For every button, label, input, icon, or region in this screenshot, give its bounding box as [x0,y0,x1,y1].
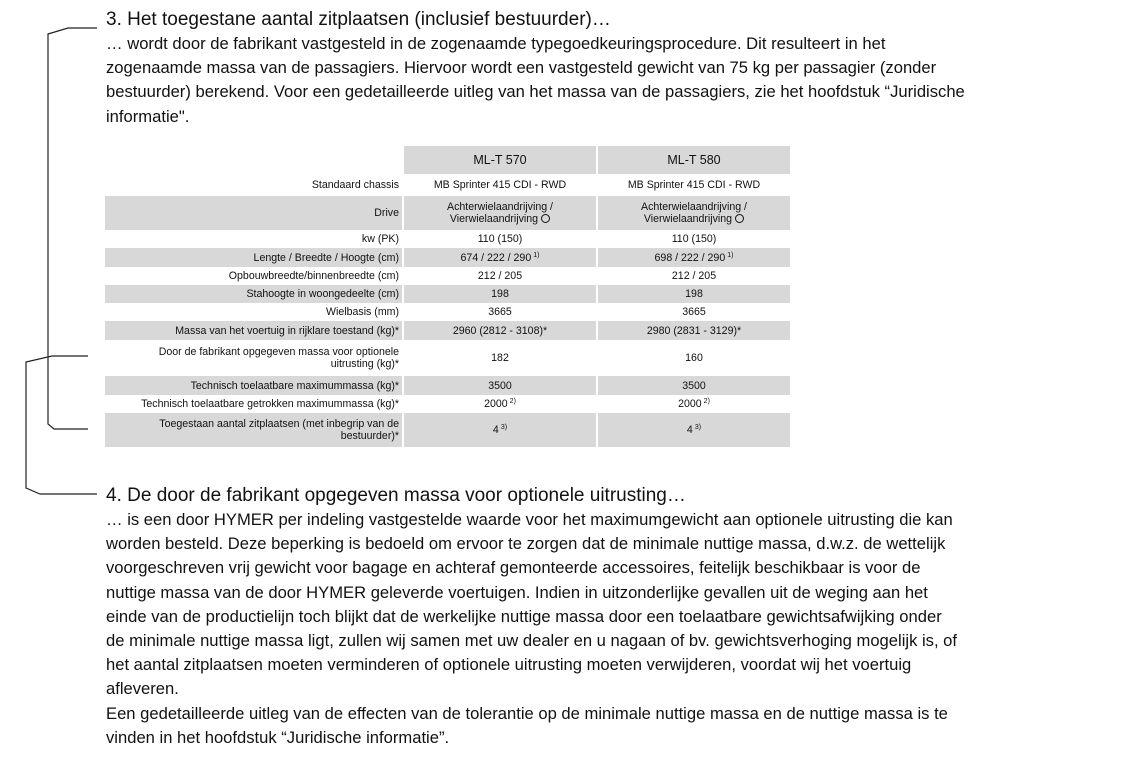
cell-value [598,248,790,267]
cell-value: 2960 (2812 - 3108)* [404,321,596,340]
optional-circle-icon [541,214,550,223]
table-row [105,413,790,447]
cell-value [598,196,790,230]
cell-value [404,248,596,267]
cell-value: MB Sprinter 415 CDI - RWD [627,179,761,191]
text-line: informatie". [106,106,190,126]
footnote-ref: 1) [533,251,540,259]
text-line: Een gedetailleerde uitleg van de effecten van de tolerantie op de minimale nuttige massa en de nuttige massa is te [106,703,948,723]
cell-value: 212 / 205 [477,270,523,282]
table-row [105,248,790,267]
cell-value [404,196,596,230]
bracket-section4 [26,356,97,494]
cell-value [598,413,790,447]
label-line: uitrusting (kg)* [330,358,399,370]
cell-value: 3665 [488,306,512,318]
row-label: kw (PK) [361,233,399,245]
cell-text: 2000 [484,398,508,410]
table-row [105,196,790,230]
cell-value: 198 [404,285,596,303]
cell-value [404,395,596,413]
bracket-section3 [48,28,97,429]
table-row [105,267,790,285]
row-label: Technisch toelaatbare maximummassa (kg)* [105,376,402,395]
header-spacer [105,146,402,174]
cell-value: 3500 [598,376,790,395]
cell-text: 674 / 222 / 290 [460,251,532,264]
row-label [105,340,402,376]
cell-value: 110 (150) [671,233,717,245]
cell-line: Achterwielaandrijving / [447,201,553,213]
row-label: Standaard chassis [311,179,399,191]
text-line: … wordt door de fabrikant vastgesteld in de zogenaamde typegoedkeuringsprocedure. Dit resulteert in het [106,34,886,53]
label-line: Door de fabrikant opgegeven massa voor optionele [158,346,399,358]
text-line: bestuurder) berekend. Voor een gedetailleerde uitleg van het massa van de passagiers, zie het hoofdstuk “Juridische [106,82,965,102]
table-row [105,395,790,413]
section-3-heading: 3. Het toegestane aantal zitplaatsen (inclusief bestuurder)… [106,9,611,30]
text-line: worden besteld. Deze beperking is bedoeld om ervoor te zorgen dat de minimale nuttige massa, d.w.z. de wettelijk [106,534,946,554]
footnote-ref: 2) [509,398,516,405]
cell-text: 698 / 222 / 290 [654,251,726,264]
table-header-row [105,146,790,174]
table-row [105,321,790,340]
table-row [105,340,790,376]
column-header: ML-T 580 [598,146,790,174]
footnote-ref: 2) [703,398,710,405]
text-line: einde van de productielijn toch blijkt dat de werkelijke nuttige massa door een toelaatbare gewichtsafwijking onder [106,606,942,626]
text-line: zogenaamde massa van de passagiers. Hiervoor wordt een vastgesteld gewicht van 75 kg per passagier (zonder [106,58,937,78]
cell-value: 212 / 205 [671,270,717,282]
table-row [105,303,790,321]
cell-value: 3665 [682,306,706,318]
row-label: Massa van het voertuig in rijklare toestand (kg)* [105,321,402,340]
cell-value: 110 (150) [477,233,523,245]
connector-brackets [0,0,120,766]
cell-value: 2980 (2831 - 3129)* [598,321,790,340]
section-3 [106,8,1116,129]
table-row [105,285,790,303]
row-label: Wielbasis (mm) [326,306,399,318]
column-header: ML-T 570 [404,146,596,174]
row-label: Drive [105,196,402,230]
optional-circle-icon [735,214,744,223]
text-line: vinden in het hoofdstuk “Juridische informatie”. [106,727,450,747]
cell-value: 198 [598,285,790,303]
label-line: Toegestaan aantal zitplaatsen (met inbegrip van de [159,418,399,430]
cell-text: 4 [492,424,499,436]
table-row [105,230,790,248]
cell-value: MB Sprinter 415 CDI - RWD [433,179,567,191]
cell-text: 2000 [678,398,702,410]
section-3-body [106,32,1116,129]
footnote-ref: 3) [694,424,702,431]
cell-value [598,395,790,413]
section-4 [106,484,1116,750]
footnote-ref: 3) [500,424,508,431]
section-4-body [106,508,1116,750]
text-line: nuttige massa van de door HYMER geleverde voertuigen. Indien in uitzonderlijke gevallen uit de weging aan het [106,582,928,602]
text-line: de minimale nuttige massa ligt, zullen wij samen met uw dealer en u nagaan of bv. gewichtsverhoging mogelijk is, of [106,631,958,651]
specifications-table [103,146,792,447]
footnote-ref: 1) [727,251,734,259]
cell-value: 160 [685,352,703,364]
row-label: Lengte / Breedte / Hoogte (cm) [105,248,402,267]
cell-line: Achterwielaandrijving / [641,201,747,213]
text-line: voorgeschreven vrij gewicht voor bagage en achteraf gemonteerde accessoires, feitelijk beschikbaar is voor de [106,558,921,578]
text-line: het aantal zitplaatsen moeten verminderen of optionele uitrusting moeten verwijderen, voordat wij het voertuig [106,655,912,675]
table-row [105,174,790,196]
cell-text: 4 [686,424,693,436]
cell-value [404,413,596,447]
section-4-heading: 4. De door de fabrikant opgegeven massa voor optionele uitrusting… [106,485,686,506]
cell-value: 3500 [404,376,596,395]
row-label: Opbouwbreedte/binnenbreedte (cm) [228,270,399,282]
cell-value: 182 [491,352,509,364]
row-label [105,413,402,447]
table-row [105,376,790,395]
text-line: afleveren. [106,679,179,699]
cell-line: Vierwielaandrijving [449,213,539,225]
row-label: Stahoogte in woongedeelte (cm) [105,285,402,303]
row-label: Technisch toelaatbare getrokken maximummassa (kg)* [141,398,399,410]
label-line: bestuurder)* [340,430,399,442]
text-line: … is een door HYMER per indeling vastgestelde waarde voor het maximumgewicht aan optionele uitrusting die kan [106,510,953,529]
cell-line: Vierwielaandrijving [643,213,733,225]
